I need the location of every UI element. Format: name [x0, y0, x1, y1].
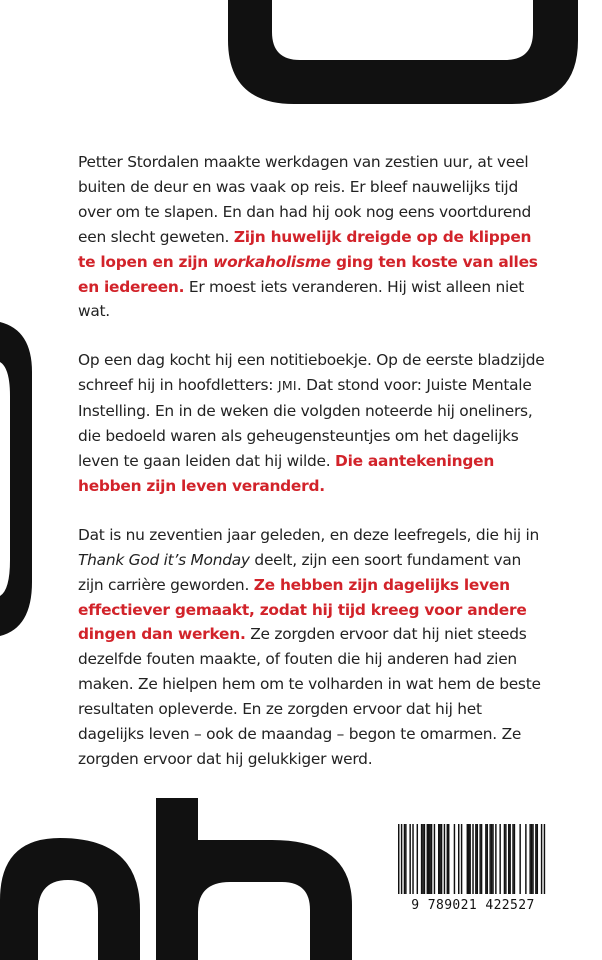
barcode-bar: [469, 824, 470, 894]
barcode-bar: [401, 824, 402, 894]
paragraph-1: Petter Stordalen maakte werkdagen van zestien uur, at veel buiten de deur en was vaak op reis. Er bleef nauwelijks tijd over om te slapen. En dan had hij ook nog eens voortdurend een slecht geweten. Zijn huwelijk dreigde op de klippen te lopen en zijn workaholisme ging ten koste van alles en iedereen. Er moest iets veranderen. Hij wist alleen niet wat.: [78, 153, 538, 321]
barcode-bar: [519, 824, 520, 894]
barcode-bar: [439, 824, 440, 894]
barcode-bar: [487, 824, 488, 894]
deco-top-letter-bar: [228, 0, 272, 20]
barcode-bar: [544, 824, 545, 894]
barcode-bar: [434, 824, 435, 894]
barcode-bar: [422, 824, 423, 894]
paragraph-2: Op een dag kocht hij een notitieboekje. Op de eerste bladzijde schreef hij in hoofdletters: JMI. Dat stond voor: Juiste Mentale Instelling. En in de weken die volgden noteerde hij oneliners, die bedoeld waren als geheugensteuntjes om het dagelijks leven te gaan leiden dat hij wilde. Die aantekeningen hebben zijn leven veranderd.: [78, 351, 545, 495]
barcode-bar: [512, 824, 513, 894]
barcode-bar: [485, 824, 486, 894]
barcode-bar: [477, 824, 478, 894]
barcode-bar: [537, 824, 538, 894]
barcode-bar: [489, 824, 490, 894]
barcode-bar: [454, 824, 455, 894]
barcode-bar: [531, 824, 532, 894]
barcode-bar: [441, 824, 442, 894]
barcode-bar: [429, 824, 430, 894]
deco-top-letter: [228, 0, 578, 104]
barcode-bar: [409, 824, 410, 894]
barcode-bar: [504, 824, 505, 894]
barcode-bar: [398, 824, 399, 894]
barcode-bar: [499, 824, 500, 894]
barcode-bar: [509, 824, 510, 894]
barcode-number: 9 789021 422527: [411, 898, 535, 913]
barcode-bar: [421, 824, 422, 894]
barcode-bar: [427, 824, 428, 894]
deco-bottom-o: [0, 838, 140, 960]
barcode-bar: [532, 824, 533, 894]
barcode-bar: [424, 824, 425, 894]
barcode-bar: [444, 824, 445, 894]
barcode-bar: [514, 824, 515, 894]
barcode-bar: [428, 824, 429, 894]
barcode-bar: [491, 824, 492, 894]
barcode-bar: [404, 824, 405, 894]
barcode-bar: [472, 824, 473, 894]
barcode-bar: [405, 824, 406, 894]
barcode-bar: [479, 824, 480, 894]
barcode-bar: [461, 824, 462, 894]
barcode-bar: [541, 824, 542, 894]
barcode-bar: [467, 824, 468, 894]
barcode-bar: [475, 824, 476, 894]
barcode-bar: [431, 824, 432, 894]
barcode-bar: [492, 824, 493, 894]
barcode-bar: [417, 824, 418, 894]
deco-left-curve: [0, 322, 32, 636]
barcode-bar: [525, 824, 526, 894]
barcode-bar: [468, 824, 469, 894]
barcode-bar: [508, 824, 509, 894]
blurb-text: [78, 150, 548, 796]
barcode-bar: [447, 824, 448, 894]
barcode-bar: [505, 824, 506, 894]
barcode-bars: [395, 822, 551, 896]
isbn-barcode: [395, 822, 551, 920]
barcode-bar: [438, 824, 439, 894]
paragraph-3: Dat is nu zeventien jaar geleden, en deze leefregels, die hij in Thank God it’s Monday deelt, zijn een soort fundament van zijn carrière geworden. Ze hebben zijn dagelijks leven effectiever gemaakt, zodat hij tijd kreeg voor andere dingen dan werken. Ze zorgden ervoor dat hij niet steeds dezelfde fouten maakte, of fouten die hij anderen had zien maken. Ze hielpen hem om te volharden in wat hem de beste resultaten opleverde. En ze zorgden ervoor dat hij het dagelijks leven – ook de maandag – begon te omarmen. Ze zorgden ervoor dat hij gelukkiger werd.: [78, 525, 541, 768]
barcode-bar: [458, 824, 459, 894]
deco-bottom-d: [156, 798, 352, 960]
barcode-bar: [535, 824, 536, 894]
barcode-bar: [481, 824, 482, 894]
barcode-bar: [412, 824, 413, 894]
barcode-bar: [448, 824, 449, 894]
barcode-bar: [529, 824, 530, 894]
barcode-bar: [495, 824, 496, 894]
